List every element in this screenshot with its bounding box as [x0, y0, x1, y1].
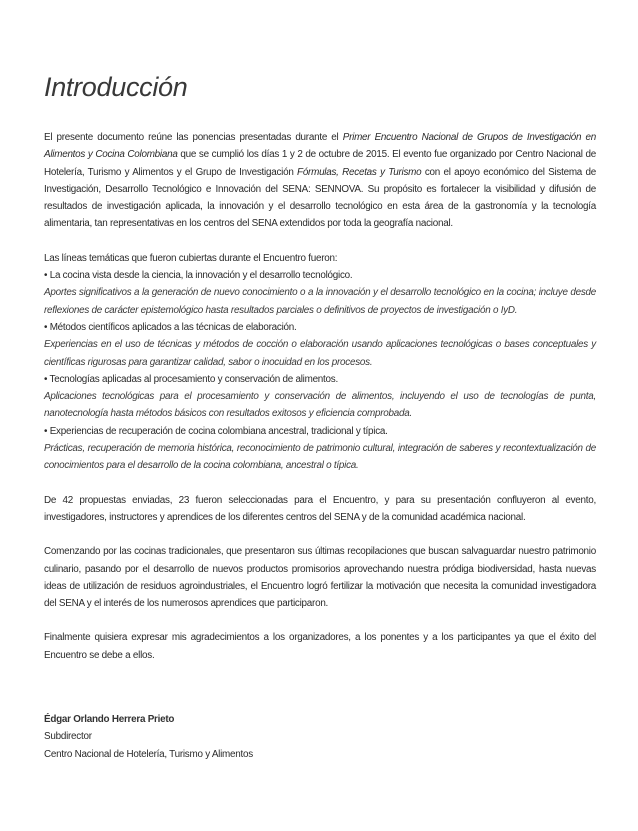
body-text [44, 129, 596, 664]
group-name: Fórmulas, Recetas y Turismo [297, 166, 422, 178]
thanks-paragraph: Finalmente quisiera expresar mis agradecimientos a los organizadores, a los ponentes y a los participantes ya que el éxito del Encuentro se debe a ellos. [44, 632, 596, 661]
theme-description: Aplicaciones tecnológicas para el procesamiento y conservación de alimentos, incluyendo el uso de tecnologías de punta, nanotecnología hasta métodos básicos con resultados exitosos y eficiencia comprobada. [44, 391, 596, 420]
page-title: Introducción [44, 72, 188, 102]
themes-intro: Las líneas temáticas que fueron cubiertas durante el Encuentro fueron: [44, 252, 338, 264]
intro-text: que se cumplió los días 1 y 2 de octubre de 2015. El evento fue organizado por Centro Nacional de Hotelería, Turismo y Alimentos y el Grupo de Investigación [44, 149, 596, 178]
signature-organization: Centro Nacional de Hotelería, Turismo y Alimentos [44, 748, 253, 760]
signature-role: Subdirector [44, 731, 92, 743]
intro-paragraph [44, 129, 596, 233]
theme-title: • Métodos científicos aplicados a las técnicas de elaboración. [44, 321, 297, 333]
signature-name: Édgar Orlando Herrera Prieto [44, 714, 175, 725]
theme-title: • Experiencias de recuperación de cocina colombiana ancestral, tradicional y típica. [44, 425, 388, 437]
theme-title: • Tecnologías aplicadas al procesamiento y conservación de alimentos. [44, 373, 338, 385]
signature-block [44, 711, 253, 763]
event-name: Primer Encuentro Nacional de Grupos de Investigación en Alimentos y Cocina Colombiana [44, 132, 596, 161]
intro-text: El presente documento reúne las ponencias presentadas durante el [44, 132, 343, 143]
theme-description: Experiencias en el uso de técnicas y métodos de cocción o elaboración usando aplicaciones tecnológicas o bases conceptuales y científicas rigurosas para garantizar calidad, sabor o inocuidad en los procesos. [44, 339, 596, 368]
theme-description: Aportes significativos a la generación de nuevo conocimiento o a la innovación y el desarrollo tecnológico en la cocina; incluye desde reflexiones de carácter epistemológico hasta resultados parciales o definitivos de proyectos de investigación o IyD. [44, 287, 596, 316]
theme-title: • La cocina vista desde la ciencia, la innovación y el desarrollo tecnológico. [44, 270, 353, 282]
theme-list [44, 267, 596, 475]
intro-text: con el apoyo económico del Sistema de Investigación, Desarrollo Tecnológico e Innovación del SENA: SENNOVA. Su propósito es fortalecer la visibilidad y difusión de resultados de investigación aplicada, la innovación y el desarrollo tecnológico en esta área de la gastronomía y la tecnología alimentaria, tan representativas en los centros del SENA extendidos por toda la geografía nacional. [44, 166, 596, 230]
traditions-paragraph: Comenzando por las cocinas tradicionales, que presentaron sus últimas recopilaciones que buscan salvaguardar nuestro patrimonio culinario, pasando por el desarrollo de nuevos productos promisorios aprovechando nuestra pródiga biodiversidad, hasta nuevas ideas de utilización de residuos agroindustriales, el Encuentro logró fertilizar la motivación que necesita la comunidad investigadora del SENA y el interés de los numerosos aprendices que participaron. [44, 546, 596, 610]
theme-description: Prácticas, recuperación de memoria histórica, reconocimiento de patrimonio cultural, integración de saberes y recontextualización de conocimientos para el desarrollo de la cocina colombiana, ancestral o típica. [44, 443, 596, 472]
proposals-paragraph: De 42 propuestas enviadas, 23 fueron seleccionadas para el Encuentro, y para su presentación confluyeron al evento, investigadores, instructores y aprendices de los diferentes centros del SENA y de la comunidad académica nacional. [44, 494, 596, 523]
